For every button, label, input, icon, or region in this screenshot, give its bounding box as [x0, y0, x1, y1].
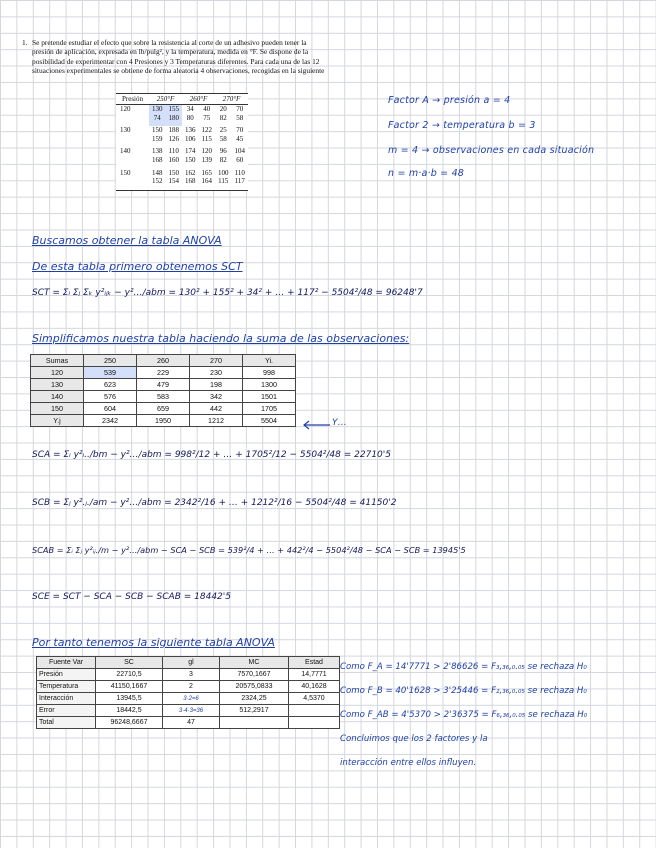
- sums-row-label: 120: [31, 367, 84, 379]
- obs-cell: 96: [219, 147, 227, 156]
- header-temp-260: 260°F: [182, 94, 215, 105]
- anova-cell: 20575,0833: [220, 681, 289, 693]
- anova-cell: 14,7771: [289, 669, 340, 681]
- sums-header: Sumas: [31, 355, 84, 367]
- conclusion-line: interacción entre ellos influyen.: [340, 758, 477, 768]
- obs-cell: 75: [203, 113, 211, 122]
- heading-anova-goal: Buscamos obtener la tabla ANOVA: [32, 234, 222, 247]
- note-m: m = 4 → observaciones en cada situación: [388, 145, 595, 156]
- sums-table: [30, 354, 296, 427]
- sums-header: Yi.: [243, 355, 296, 367]
- anova-table: [36, 656, 340, 729]
- obs-cell: 117: [232, 177, 249, 190]
- sums-header: 250: [84, 355, 137, 367]
- obs-cell: 136: [185, 126, 196, 135]
- sums-cell: 1212: [190, 415, 243, 427]
- problem-line: Se pretende estudiar el efecto que sobre la resistencia al corte de un adhesivo pueden tener la: [32, 38, 307, 47]
- obs-cell: 122: [201, 126, 212, 135]
- obs-cell: 152: [149, 177, 166, 190]
- obs-cell: 20: [219, 105, 227, 113]
- conclusion-line: Como F_B = 40'1628 > 3'25446 = F₂,₃₆,₀.₀₅ se rechaza H₀: [340, 686, 587, 696]
- problem-line: posibilidad de experimentar con 4 Presiones y 3 Temperaturas diferentes. Para cada una de las 12: [32, 56, 320, 66]
- anova-cell: 2324,25: [220, 693, 289, 705]
- anova-cell: 13945,5: [96, 693, 163, 705]
- sums-cell: 576: [84, 391, 137, 403]
- sums-header: 270: [190, 355, 243, 367]
- anova-cell: 2: [163, 681, 220, 693]
- sums-cell: 2342: [84, 415, 137, 427]
- obs-cell: 120: [201, 147, 212, 156]
- anova-source: Presión: [37, 669, 96, 681]
- sums-row-label: Y.j: [31, 415, 84, 427]
- sums-cell: 1501: [243, 391, 296, 403]
- obs-cell: 82: [219, 113, 227, 122]
- anova-cell: 4,5370: [289, 693, 340, 705]
- grand-total-label: Y…: [332, 418, 347, 428]
- sums-cell: 623: [84, 379, 137, 391]
- anova-cell: 96248,6667: [96, 717, 163, 729]
- sums-cell: 442: [190, 403, 243, 415]
- heading-sct-intro: De esta tabla primero obtenemos SCT: [32, 260, 243, 273]
- obs-cell: 70: [236, 126, 244, 135]
- anova-cell: [289, 717, 340, 729]
- anova-source: Error: [37, 705, 96, 717]
- anova-header: MC: [220, 657, 289, 669]
- obs-cell: 188: [168, 126, 179, 135]
- obs-cell: 58: [236, 113, 244, 122]
- obs-cell: 150: [152, 126, 163, 135]
- obs-cell: 139: [201, 155, 212, 164]
- obs-cell: 155: [166, 105, 183, 114]
- obs-cell: 165: [201, 168, 212, 177]
- pressure-130: 130: [120, 126, 131, 135]
- header-temp-250: 250°F: [149, 94, 182, 105]
- anova-cell: 512,2917: [220, 705, 289, 717]
- obs-cell: 115: [201, 134, 212, 143]
- sums-cell: 229: [137, 367, 190, 379]
- sums-cell: 659: [137, 403, 190, 415]
- obs-cell: 138: [152, 147, 163, 156]
- anova-cell: 40,1628: [289, 681, 340, 693]
- problem-line: presión de aplicación, expresada en lb/pulg², y la temperatura, medida en °F. Se dispone de la: [32, 47, 309, 57]
- anova-cell: 47: [163, 717, 220, 729]
- pressure-120: 120: [120, 105, 131, 113]
- obs-cell: 104: [234, 147, 245, 156]
- anova-cell: 3: [163, 669, 220, 681]
- formula-sct: SCT = Σᵢ Σⱼ Σₖ y²ᵢⱼₖ − y²…/abm = 130² + 155² + 34² + … + 117² − 5504²/48 = 96248'7: [32, 288, 423, 298]
- sums-cell: 1950: [137, 415, 190, 427]
- anova-cell: 3·2=6: [163, 693, 220, 705]
- anova-cell: [289, 705, 340, 717]
- conclusion-line: Concluimos que los 2 factores y la: [340, 734, 488, 744]
- anova-cell: 41150,1667: [96, 681, 163, 693]
- problem-statement: [22, 38, 372, 76]
- obs-cell: 74: [149, 114, 166, 127]
- obs-cell: 168: [152, 155, 163, 164]
- obs-cell: 60: [236, 155, 244, 164]
- obs-cell: 174: [185, 147, 196, 156]
- obs-cell: 180: [166, 114, 183, 127]
- obs-cell: 115: [215, 177, 232, 190]
- obs-cell: 40: [203, 105, 211, 113]
- sums-cell: 198: [190, 379, 243, 391]
- sums-cell: 539: [84, 367, 137, 379]
- sums-cell: 479: [137, 379, 190, 391]
- obs-cell: 154: [166, 177, 183, 190]
- anova-header: gl: [163, 657, 220, 669]
- obs-cell: 148: [152, 168, 163, 177]
- note-factor-a: Factor A → presión a = 4: [388, 95, 511, 106]
- obs-cell: 164: [199, 177, 216, 190]
- problem-line: situaciones experimentales se obtiene de forma aleatoria 4 observaciones, recogidas en la siguiente: [32, 66, 325, 76]
- obs-cell: 110: [168, 147, 179, 156]
- conclusion-line: Como F_AB = 4'5370 > 2'36375 = F₆,₃₆,₀.₀₅ se rechaza H₀: [340, 710, 588, 720]
- obs-cell: 150: [185, 155, 196, 164]
- observations-table: [116, 93, 248, 191]
- sums-cell: 1705: [243, 403, 296, 415]
- obs-cell: 110: [234, 168, 245, 177]
- anova-cell: 7570,1667: [220, 669, 289, 681]
- sums-cell: 5504: [243, 415, 296, 427]
- heading-simplify: Simplificamos nuestra tabla haciendo la suma de las observaciones:: [32, 332, 410, 345]
- pressure-150: 150: [120, 168, 131, 177]
- obs-cell: 168: [182, 177, 199, 190]
- obs-cell: 106: [185, 134, 196, 143]
- sums-cell: 604: [84, 403, 137, 415]
- obs-cell: 25: [219, 126, 227, 135]
- obs-cell: 160: [168, 155, 179, 164]
- problem-number: 1.: [22, 38, 28, 47]
- obs-cell: 82: [219, 155, 227, 164]
- sums-row-label: 140: [31, 391, 84, 403]
- anova-cell: 18442,5: [96, 705, 163, 717]
- anova-header: Fuente Var: [37, 657, 96, 669]
- formula-scb: SCB = Σⱼ y².ⱼ./am − y²…/abm = 2342²/16 + … + 1212²/16 − 5504²/48 = 41150'2: [32, 498, 397, 508]
- sums-cell: 1300: [243, 379, 296, 391]
- obs-cell: 130: [149, 105, 166, 114]
- anova-source: Total: [37, 717, 96, 729]
- obs-cell: 100: [218, 168, 229, 177]
- formula-sca: SCA = Σᵢ y²ᵢ../bm − y²…/abm = 998²/12 + … + 1705²/12 − 5504²/48 = 22710'5: [32, 450, 391, 460]
- obs-cell: 58: [219, 134, 227, 143]
- obs-cell: 45: [236, 134, 244, 143]
- formula-sce: SCE = SCT − SCA − SCB − SCAB = 18442'5: [32, 592, 231, 602]
- anova-source: Interacción: [37, 693, 96, 705]
- note-factor-b: Factor 2 → temperatura b = 3: [388, 120, 536, 131]
- heading-therefore: Por tanto tenemos la siguiente tabla ANOVA: [32, 636, 275, 649]
- anova-source: Temperatura: [37, 681, 96, 693]
- anova-header: Estad: [289, 657, 340, 669]
- sums-row-label: 150: [31, 403, 84, 415]
- obs-cell: 80: [186, 113, 194, 122]
- sums-cell: 998: [243, 367, 296, 379]
- header-presion: Presión: [116, 94, 149, 105]
- anova-cell: 3·4·3=36: [163, 705, 220, 717]
- note-n: n = m·a·b = 48: [388, 168, 465, 179]
- pressure-140: 140: [120, 147, 131, 156]
- obs-cell: 159: [152, 134, 163, 143]
- obs-cell: 34: [186, 105, 194, 113]
- anova-cell: [220, 717, 289, 729]
- formula-scab: SCAB = Σᵢ Σⱼ y²ᵢⱼ./m − y²…/abm − SCA − SCB = 539²/4 + … + 442²/4 − 5504²/48 − SCA − SCB = 13945'5: [32, 545, 466, 555]
- obs-cell: 162: [185, 168, 196, 177]
- header-temp-270: 270°F: [215, 94, 248, 105]
- sums-cell: 230: [190, 367, 243, 379]
- sums-cell: 342: [190, 391, 243, 403]
- obs-cell: 150: [168, 168, 179, 177]
- anova-header: SC: [96, 657, 163, 669]
- sums-cell: 583: [137, 391, 190, 403]
- anova-cell: 22710,5: [96, 669, 163, 681]
- sums-header: 260: [137, 355, 190, 367]
- obs-cell: 126: [168, 134, 179, 143]
- obs-cell: 70: [236, 105, 244, 113]
- sums-row-label: 130: [31, 379, 84, 391]
- conclusion-line: Como F_A = 14'7771 > 2'86626 = F₃,₃₆,₀.₀₅ se rechaza H₀: [340, 662, 587, 672]
